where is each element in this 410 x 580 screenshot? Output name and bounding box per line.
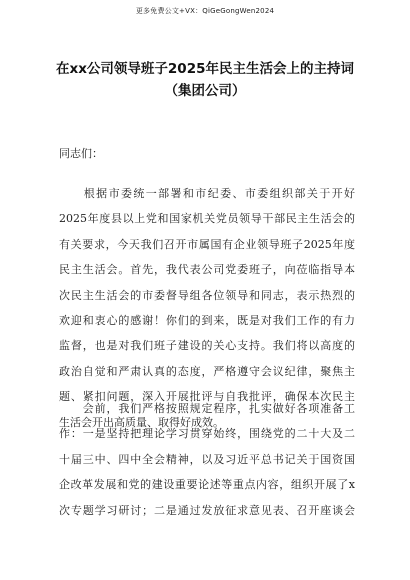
paragraph-line: 题、紧扣问题，深入开展批评与自我批评，确保本次民主	[59, 390, 355, 404]
paragraph-line: 根据市委统一部署和市纪委、市委组织部关于开好	[59, 187, 355, 200]
title-line-1: 在xx公司领导班子2025年民主生活会上的主持词	[56, 61, 354, 77]
paragraph-line: 次专题学习研讨；二是通过发放征求意见表、召开座谈会	[59, 503, 355, 517]
paragraph-line: 监督，也是对我们班子建设的关心支持。我们将以高度的	[59, 339, 355, 353]
paragraph-line: 政治自觉和严肃认真的态度，严格遵守会议纪律，聚焦主	[59, 364, 355, 378]
paragraph-line: 次民主生活会的市委督导组各位领导和同志，表示热烈的	[59, 288, 355, 302]
paragraph-line: 十届三中、四中全会精神，以及习近平总书记关于国资国	[59, 452, 355, 466]
document-title	[20, 58, 390, 102]
salutation: 同志们：	[59, 147, 103, 160]
paragraph-line: 作：一是坚持把理论学习贯穿始终，围绕党的二十大及二	[59, 427, 355, 441]
paragraph-line: 有关要求，今天我们召开市属国有企业领导班子2025年度	[59, 237, 355, 251]
paragraph-line: 会前，我们严格按照规定程序，扎实做好各项准备工	[59, 402, 355, 415]
paragraph-line: 民主生活会。首先，我代表公司党委班子，向莅临指导本	[59, 263, 355, 277]
paragraph-line: 企改革发展和党的建设重要论述等重点内容，组织开展了x	[59, 478, 355, 492]
title-line-2: （集团公司）	[164, 83, 246, 99]
paragraph-2	[59, 396, 355, 523]
paragraph-line: 欢迎和衷心的感谢！你们的到来，既是对我们工作的有力	[59, 313, 355, 327]
header-note: 更多免费公文+VX：QiGeGongWen2024	[135, 7, 275, 15]
paragraph-line: 2025年度县以上党和国家机关党员领导干部民主生活会的	[59, 212, 355, 226]
paragraph-line: 生活会开出高质量、取得好成效。	[59, 415, 224, 429]
